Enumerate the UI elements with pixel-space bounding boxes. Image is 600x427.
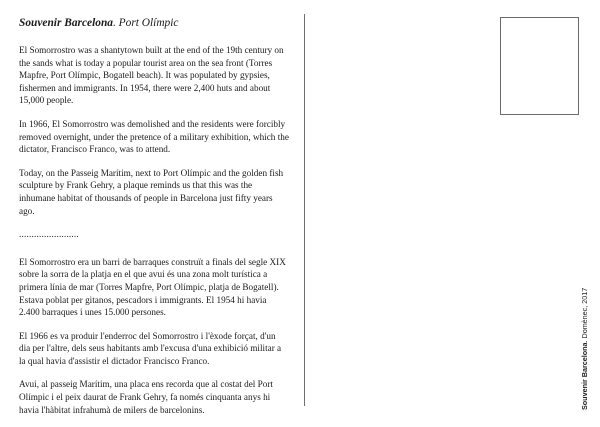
- credit-rest: . Domènec, 2017: [580, 287, 589, 343]
- center-divider: [304, 14, 305, 406]
- title-subtitle: . Port Olímpic: [112, 17, 179, 29]
- english-paragraph-2: In 1966, El Somorrostro was demolished and the residents were forcibly removed overnight, under the pretence of a military exhibition, which the dictator, Francisco Franco, was to attend.: [19, 118, 289, 155]
- vertical-credit: [580, 288, 589, 410]
- title-bold: Souvenir Barcelona: [19, 17, 113, 29]
- credit-bold: Souvenir Barcelona: [580, 342, 589, 410]
- section-separator: ........................: [19, 229, 79, 240]
- catalan-paragraph-2: El 1966 es va produir l'enderroc del Somorrostro i l'èxode forçat, d'un dia per l'altre, dels seus habitants amb l'excusa d'una exhibició militar a la qual havia d'assistir el dictador Francisco Franco.: [19, 330, 282, 366]
- stamp-box: [500, 17, 579, 115]
- catalan-paragraph-3: Avui, al passeig Marítim, una placa ens recorda que al costat del Port Olímpic i el peix daurat de Frank Gehry, fa només cinquanta anys hi havia l'hàbitat infrahumà de milers de barcelonins.: [19, 379, 273, 415]
- english-paragraph-3: Today, on the Passeig Marítim, next to Port Olímpic and the golden fish sculpture by Frank Gehry, a plaque reminds us that this was the inhumane habitat of thousands of people in Barcelona just fifty years ago.: [19, 167, 284, 216]
- english-paragraph-1: El Somorrostro was a shantytown built at the end of the 19th century on the sands what is today a popular tourist area on the sea front (Torres Mapfre, Port Olímpic, Bogatell beach). It was populated by gypsies, fishermen and immigrants. In 1954, there were 2,400 huts and about 15,000 people.: [19, 45, 284, 106]
- text-column: [19, 16, 289, 427]
- catalan-paragraph-1: El Somorrostro era un barri de barraques construït a finals del segle XIX sobre la sorra de la platja en el que avui és una zona molt turística a primera línia de mar (Torres Mapfre, Port Olímpic, platja de Bogatell). Estava poblat per gitanos, pescadors i immigrants. El 1954 hi havia 2.400 barraques i unes 15.000 persones.: [19, 256, 286, 318]
- postcard-title: [19, 16, 289, 30]
